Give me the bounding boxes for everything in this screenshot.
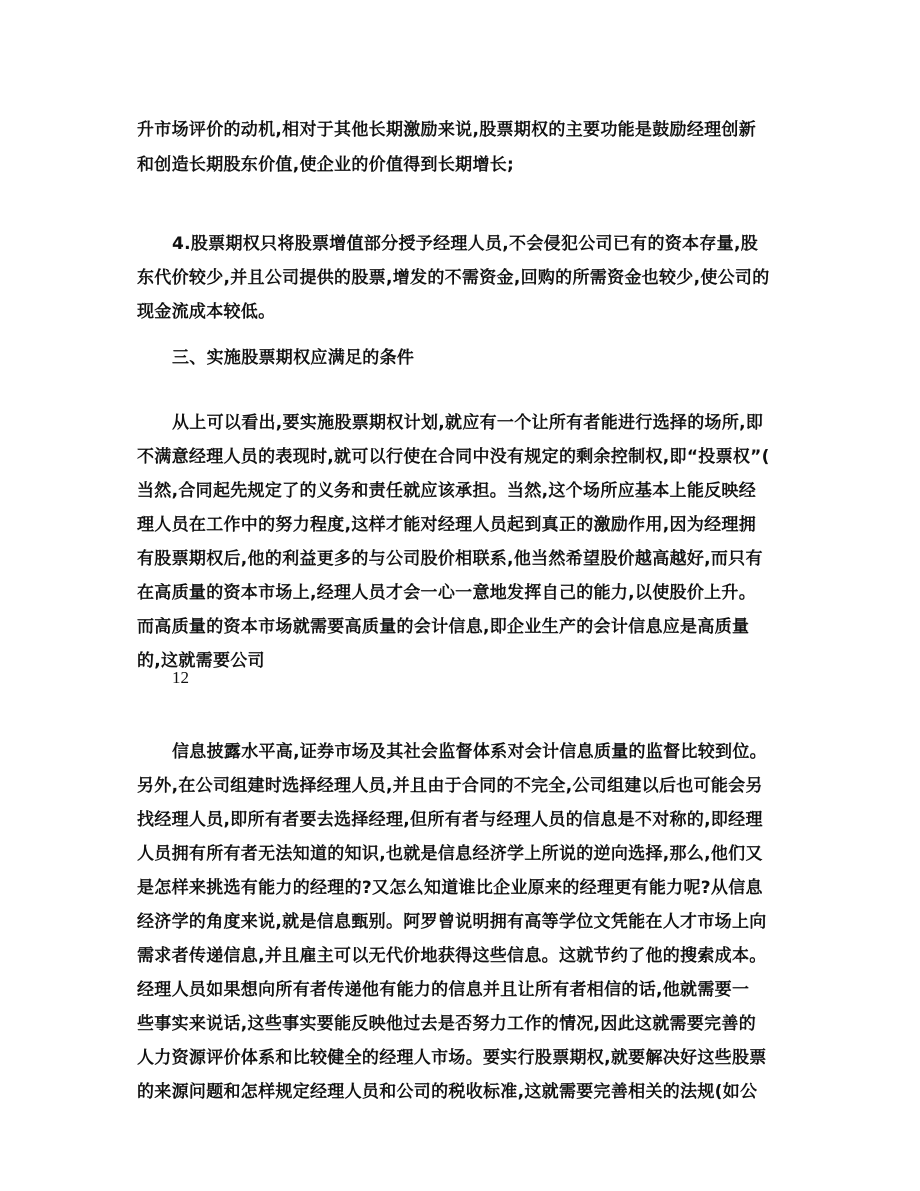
text-line: 需求者传递信息,并且雇主可以无代价地获得这些信息。这就节约了他的搜索成本。	[137, 946, 767, 966]
text-line: 而高质量的资本市场就需要高质量的会计信息,即企业生产的会计信息应是高质量	[137, 617, 750, 637]
text-line: 升市场评价的动机,相对于其他长期激励来说,股票期权的主要功能是鼓励经理创新	[137, 120, 757, 140]
text-line: 有股票期权后,他的利益更多的与公司股价相联系,他当然希望股价越高越好,而只有	[137, 549, 763, 569]
text-line: 的,这就需要公司	[137, 651, 265, 671]
page-number: 12	[172, 668, 189, 687]
text-line: 从上可以看出,要实施股票期权计划,就应有一个让所有者能进行选择的场所,即	[172, 413, 764, 433]
text-line: 找经理人员,即所有者要去选择经理,但所有者与经理人员的信息是不对称的,即经理	[137, 810, 763, 830]
text-line: 另外,在公司组建时选择经理人员,并且由于合同的不完全,公司组建以后也可能会另	[137, 776, 763, 796]
text-line: 人力资源评价体系和比较健全的经理人市场。要实行股票期权,就要解决好这些股票	[137, 1048, 767, 1068]
text-line: 些事实来说话,这些事实要能反映他过去是否努力工作的情况,因此这就需要完善的	[137, 1014, 757, 1034]
text-line: 现金流成本较低。	[137, 302, 276, 322]
text-line: 4.股票期权只将股票增值部分授予经理人员,不会侵犯公司已有的资本存量,股	[172, 234, 759, 254]
text-line: 是怎样来挑选有能力的经理的?又怎么知道谁比企业原来的经理更有能力呢?从信息	[137, 878, 763, 898]
text-line: 信息披露水平高,证券市场及其社会监督体系对会计信息质量的监督比较到位。	[172, 742, 767, 762]
text-line: 东代价较少,并且公司提供的股票,增发的不需资金,回购的所需资金也较少,使公司的	[137, 268, 770, 288]
text-line: 理人员在工作中的努力程度,这样才能对经理人员起到真正的激励作用,因为经理拥	[137, 515, 757, 535]
text-line: 经济学的角度来说,就是信息甄别。阿罗曾说明拥有高等学位文凭能在人才市场上向	[137, 912, 767, 932]
section-heading: 三、实施股票期权应满足的条件	[172, 348, 415, 368]
text-line: 当然,合同起先规定了的义务和责任就应该承担。当然,这个场所应基本上能反映经	[137, 481, 757, 501]
text-line: 经理人员如果想向所有者传递他有能力的信息并且让所有者相信的话,他就需要一	[137, 980, 750, 1000]
text-line: 不满意经理人员的表现时,就可以行使在合同中没有规定的剩余控制权,即“投票权”(	[137, 447, 770, 467]
text-line: 和创造长期股东价值,使企业的价值得到长期增长;	[137, 155, 515, 175]
text-line: 在高质量的资本市场上,经理人员才会一心一意地发挥自己的能力,以使股价上升。	[137, 583, 757, 603]
text-line: 人员拥有所有者无法知道的知识,也就是信息经济学上所说的逆向选择,那么,他们又	[137, 844, 763, 864]
text-line: 的来源问题和怎样规定经理人员和公司的税收标准,这就需要完善相关的法规(如公	[137, 1082, 758, 1102]
